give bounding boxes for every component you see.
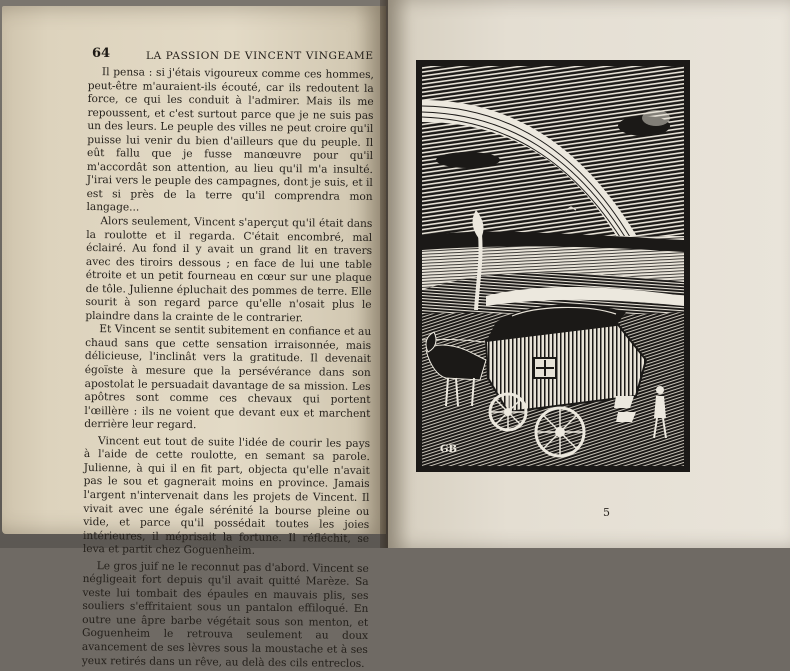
running-head: LA PASSION DE VINCENT VINGEAME xyxy=(146,50,374,62)
artist-monogram xyxy=(440,444,457,455)
body-text xyxy=(82,66,374,671)
paragraph: Vincent eut tout de suite l'idée de courir les pays à l'aide de cette roulotte, en semant sa parole. Julienne, à qui il en fit part, objecta qu'elle n'avait pas le sou et gagnerait moins en province. Jamais l'argent n'intervenait dans les projets de Vincent. Il vivait avec une égale sérénité la bourse pleine ou vide, et parce qu'il possédait toutes les joies intérieures, il méprisait la fortune. Il réfléchit, se leva et partit chez Goguenheim. xyxy=(82,434,371,557)
woodcut-illustration xyxy=(416,60,690,472)
page-number-left: 64 xyxy=(92,46,111,61)
woodcut-svg xyxy=(416,60,690,472)
cloud xyxy=(436,152,500,168)
svg-text:GB: GB xyxy=(440,444,457,455)
page-number-right: 5 xyxy=(603,506,610,519)
paragraph: Le gros juif ne le reconnut pas d'abord. Vincent se négligeait fort depuis qu'il avait quitté Marèze. Sa veste lui tombait des épaules en mauvais plis, ses souliers s'effritaient sous un pantalon effiloqué. En outre une âpre barbe végétait sous son menton, et Goguenheim le retrouva seulement au doux avancement de ses lèvres sous la moustache et à ses yeux retirés dans un rêve, au delà des cils entreclos. xyxy=(81,559,369,670)
paragraph: Il pensa : si j'étais vigoureux comme ces hommes, peut-être m'auraient-ils écouté, car ils redoutent la force, ce qui les conduit à l'admirer. Mais ils me repoussent, et c'est surtout parce que je ne suis pas un des leurs. Le peuple des villes ne peut croire qu'il puisse lui venir du bien d'ailleurs que du peuple. Il eût fallu que je fusse manœuvre pour qu'il m'accordât son attention, au lieu qu'il m'a insulté. J'irai vers le peuple des campagnes, dont je suis, et il est si près de la terre qu'il comprendra mon langage... xyxy=(86,66,374,215)
paragraph: Et Vincent se sentit subitement en confiance et au chaud sans que cette sensation irraisonnée, mais délicieuse, l'inclinât vers la gratitude. Il devenait égoïste à mesure que la persévérance dans son apostolat le persuadait davantage de sa mission. Les apôtres sont comme ces chevaux qui portent l'œillère : ils ne voient que devant eux et marchent derrière leur regard. xyxy=(84,323,372,432)
paragraph: Alors seulement, Vincent s'aperçut qu'il était dans la roulotte et il regarda. C'était encombré, mal éclairé. Au fond il y avait un grand lit en travers avec des tiroirs dessous ; en face de lui une table étroite et un petit fourneau en cœur sur une plaque de tôle. Julienne épluchait des pommes de terre. Elle sourit à son regard parce qu'elle n'osait plus le plaindre dans la crainte de le contrarier. xyxy=(85,215,373,325)
left-page xyxy=(2,6,386,670)
